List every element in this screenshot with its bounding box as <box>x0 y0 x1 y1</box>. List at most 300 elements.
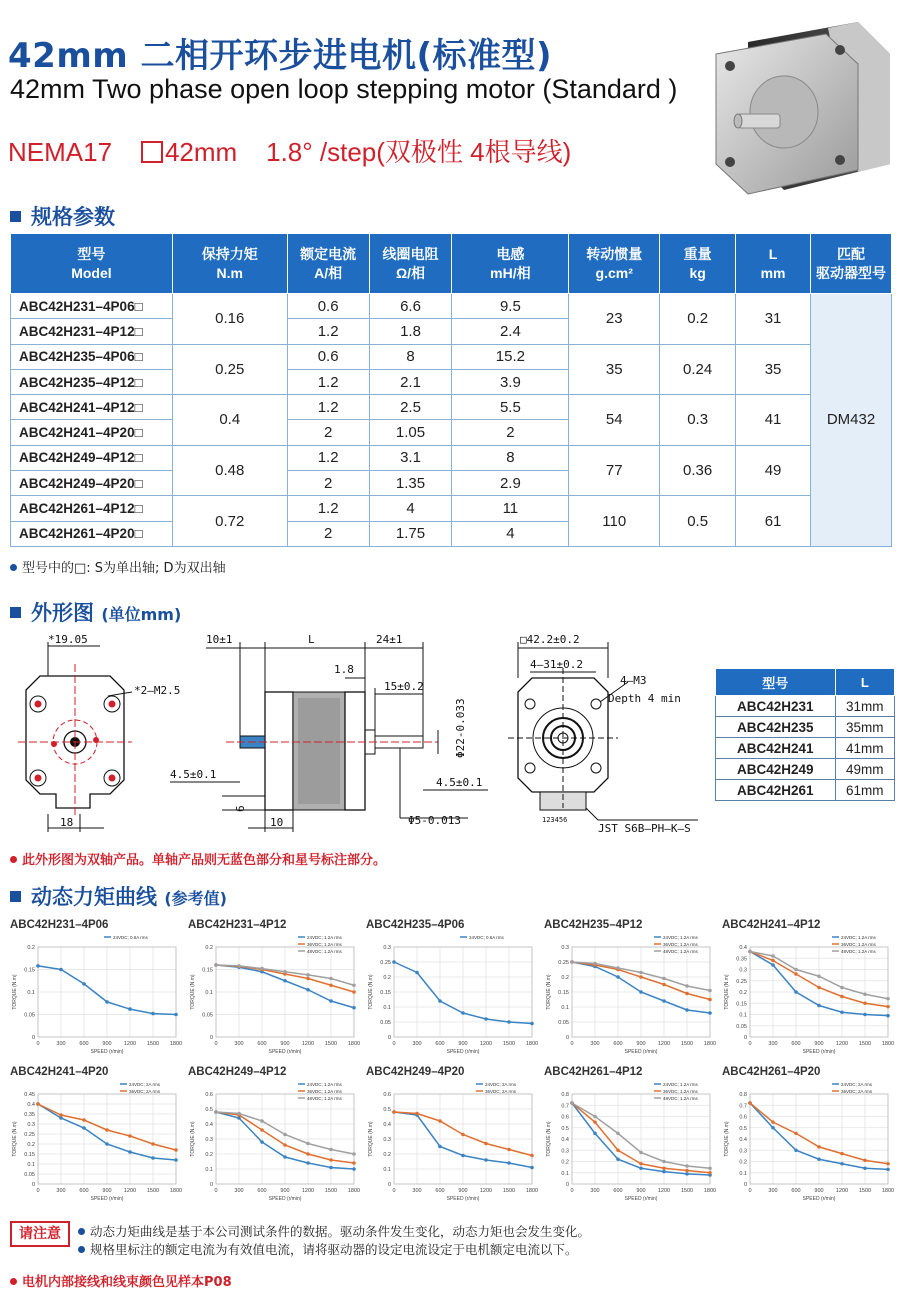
model-cell: ABC42H235–4P06□ <box>11 344 173 369</box>
inertia-cell: 77 <box>569 445 660 496</box>
x-tick-label: 1800 <box>703 1041 717 1047</box>
x-tick-label: 600 <box>613 1188 623 1194</box>
data-point <box>771 963 775 967</box>
data-point <box>616 1148 620 1152</box>
y-tick-label: 0.2 <box>27 1142 35 1148</box>
y-tick-label: 0.6 <box>383 1092 391 1098</box>
data-point <box>392 960 396 964</box>
spec-header-row <box>11 234 892 294</box>
dim-label: 10 <box>270 816 284 829</box>
y-tick-label: 0 <box>743 1035 747 1041</box>
col-header-weight: 重量 kg <box>660 234 736 294</box>
data-point <box>840 995 844 999</box>
x-tick-label: 0 <box>748 1041 752 1047</box>
x-tick-label: 900 <box>102 1188 112 1194</box>
x-tick-label: 900 <box>636 1041 646 1047</box>
x-tick-label: 300 <box>590 1188 600 1194</box>
x-tick-label: 300 <box>234 1188 244 1194</box>
outline-drawing <box>8 628 708 838</box>
data-point <box>840 1162 844 1166</box>
x-tick-label: 1200 <box>301 1041 315 1047</box>
y-tick-label: 0.7 <box>561 1103 569 1110</box>
torque-chart <box>720 919 895 1069</box>
x-axis-label: SPEED (r/min) <box>268 1196 302 1202</box>
data-point <box>639 1166 643 1170</box>
legend-label: 48VDC; 1.2A rms <box>663 1096 698 1101</box>
y-tick-label: 0.05 <box>202 1012 213 1019</box>
resistance-cell: 1.8 <box>369 319 452 344</box>
x-axis-label: SPEED (r/min) <box>802 1049 836 1055</box>
section-unit: (单位mm) <box>101 605 182 624</box>
data-point <box>415 971 419 975</box>
y-tick-label: 0.15 <box>24 967 35 974</box>
x-tick-label: 1500 <box>858 1041 872 1047</box>
x-tick-label: 900 <box>280 1041 290 1047</box>
current-cell: 1.2 <box>287 496 369 521</box>
y-tick-label: 0 <box>565 1035 569 1041</box>
x-tick-label: 1500 <box>502 1041 516 1047</box>
model-cell: ABC42H249–4P12□ <box>11 445 173 470</box>
y-tick-label: 0.1 <box>205 990 213 996</box>
legend-label: 48VDC; 1.2A rms <box>841 949 876 954</box>
data-point <box>352 1161 356 1165</box>
data-point <box>507 1020 511 1024</box>
length-cell: 49mm <box>835 759 894 780</box>
y-tick-label: 0.1 <box>27 1162 35 1168</box>
resistance-cell: 1.75 <box>369 521 452 546</box>
data-point <box>484 1017 488 1021</box>
legend-label: 24VDC; 2A rms <box>485 1082 517 1087</box>
y-tick-label: 0.25 <box>24 1132 35 1138</box>
chart-plot <box>542 933 717 1071</box>
y-tick-label: 0.1 <box>383 1167 391 1173</box>
page-title: 42mm 二相开环步进电机(标准型) <box>8 36 553 76</box>
table-row <box>11 445 892 470</box>
x-tick-label: 0 <box>392 1188 396 1194</box>
table-row <box>716 759 895 780</box>
dim-label: 1.8 <box>334 663 354 676</box>
y-tick-label: 0.2 <box>205 945 213 951</box>
chart-plot <box>720 1080 895 1218</box>
model-cell: ABC42H241–4P12□ <box>11 395 173 420</box>
length-cell: 41 <box>736 395 811 446</box>
section-title: 规格参数 <box>31 205 115 229</box>
data-point <box>616 975 620 979</box>
y-tick-label: 0.4 <box>739 945 747 951</box>
legend-label: 24VDC; 0.6A rms <box>113 935 148 940</box>
y-tick-label: 0.4 <box>561 1137 569 1143</box>
data-point <box>794 972 798 976</box>
data-point <box>484 1142 488 1146</box>
x-tick-label: 600 <box>257 1188 267 1194</box>
data-point <box>128 1134 132 1138</box>
x-tick-label: 600 <box>435 1188 445 1194</box>
length-cell: 61 <box>736 496 811 547</box>
data-point <box>863 1166 867 1170</box>
col-header-resistance: 线圈电阻 Ω/相 <box>369 234 452 294</box>
dim-label: Φ22-0.033 <box>454 698 467 758</box>
data-point <box>260 1119 264 1123</box>
x-tick-label: 300 <box>234 1041 244 1047</box>
torque-chart <box>720 1066 895 1216</box>
resistance-cell: 2.1 <box>369 369 452 394</box>
data-point <box>771 1126 775 1130</box>
inertia-cell: 110 <box>569 496 660 547</box>
length-cell: 35mm <box>835 717 894 738</box>
y-tick-label: 0 <box>387 1035 391 1041</box>
y-axis-label: TORQUE (N.m) <box>12 1121 18 1157</box>
data-point <box>36 1102 40 1106</box>
x-tick-label: 0 <box>36 1188 40 1194</box>
current-cell: 1.2 <box>287 319 369 344</box>
data-point <box>685 1169 689 1173</box>
y-tick-label: 0.05 <box>558 1020 569 1026</box>
y-axis-label: TORQUE (N.m) <box>368 1121 374 1157</box>
x-tick-label: 600 <box>257 1041 267 1047</box>
data-point <box>105 1142 109 1146</box>
x-tick-label: 900 <box>458 1041 468 1047</box>
data-point <box>570 1101 574 1105</box>
bullet-dot-icon <box>10 1278 17 1285</box>
data-point <box>128 1007 132 1011</box>
y-tick-label: 0.6 <box>561 1114 569 1121</box>
data-point <box>886 1014 890 1018</box>
rear-view <box>508 633 698 835</box>
data-point <box>237 1112 241 1116</box>
data-point <box>438 1145 442 1149</box>
x-tick-label: 900 <box>458 1188 468 1194</box>
data-point <box>771 954 775 958</box>
data-point <box>748 1101 752 1105</box>
data-point <box>863 1159 867 1163</box>
y-tick-label: 0 <box>31 1182 35 1188</box>
data-point <box>708 1011 712 1015</box>
weight-cell: 0.24 <box>660 344 736 395</box>
x-tick-label: 1500 <box>680 1188 694 1194</box>
data-point <box>174 1013 178 1017</box>
weight-cell: 0.36 <box>660 445 736 496</box>
data-point <box>662 999 666 1003</box>
data-point <box>771 1120 775 1124</box>
x-tick-label: 1800 <box>881 1041 895 1047</box>
chart-plot <box>186 1080 361 1218</box>
data-point <box>151 1142 155 1146</box>
data-point <box>306 977 310 981</box>
bullet-dot-icon <box>10 856 17 863</box>
data-point <box>461 1133 465 1137</box>
x-tick-label: 1200 <box>479 1188 493 1194</box>
legend-label: 24VDC; 1.2A rms <box>307 1082 342 1087</box>
x-tick-label: 1500 <box>324 1041 338 1047</box>
x-tick-label: 1800 <box>881 1188 895 1194</box>
data-point <box>306 988 310 992</box>
data-point <box>438 1119 442 1123</box>
current-cell: 1.2 <box>287 395 369 420</box>
data-point <box>260 1140 264 1144</box>
x-tick-label: 1200 <box>123 1188 137 1194</box>
legend-label: 24VDC; 1.2A rms <box>841 935 876 940</box>
y-tick-label: 0.4 <box>205 1122 213 1128</box>
dim-label: 10±1 <box>206 633 233 646</box>
x-tick-label: 300 <box>768 1188 778 1194</box>
step-label: 1.8° /step(双极性 4根导线) <box>266 137 572 167</box>
chart-plot <box>364 1080 539 1218</box>
model-cell: ABC42H261–4P20□ <box>11 521 173 546</box>
table-row <box>11 294 892 319</box>
data-point <box>283 970 287 974</box>
y-tick-label: 0.05 <box>24 1172 35 1178</box>
torque-chart <box>542 1066 717 1216</box>
y-tick-label: 0.3 <box>27 1122 35 1128</box>
current-cell: 2 <box>287 420 369 445</box>
x-tick-label: 1800 <box>525 1041 539 1047</box>
data-point <box>484 1158 488 1162</box>
inductance-cell: 9.5 <box>452 294 569 319</box>
data-point <box>329 999 333 1003</box>
data-point <box>283 1143 287 1147</box>
data-point <box>639 975 643 979</box>
model-cell: ABC42H241 <box>716 738 836 759</box>
legend-label: 36VDC; 2A rms <box>841 1089 873 1094</box>
nema-label: NEMA17 <box>8 137 113 167</box>
data-point <box>59 1113 63 1117</box>
dim-label: 24±1 <box>376 633 403 646</box>
table-row <box>716 696 895 717</box>
motor-product-image <box>708 14 894 200</box>
data-point <box>685 1008 689 1012</box>
x-tick-label: 1200 <box>835 1188 849 1194</box>
inertia-cell: 54 <box>569 395 660 446</box>
model-cell: ABC42H249 <box>716 759 836 780</box>
data-point <box>306 1152 310 1156</box>
current-cell: 1.2 <box>287 445 369 470</box>
model-cell: ABC42H231 <box>716 696 836 717</box>
data-point <box>283 1133 287 1137</box>
y-tick-label: 0.2 <box>383 1152 391 1158</box>
x-tick-label: 0 <box>36 1041 40 1047</box>
caution-line-2: 规格里标注的额定电流为有效值电流，请将驱动器的设定电流设定于电机额定电流以下。 <box>78 1240 578 1258</box>
x-tick-label: 1200 <box>835 1041 849 1047</box>
resistance-cell: 1.35 <box>369 471 452 496</box>
x-axis-label: SPEED (r/min) <box>90 1049 124 1055</box>
chart-title: ABC42H261–4P12 <box>544 1066 643 1078</box>
x-tick-label: 300 <box>56 1188 66 1194</box>
data-point <box>662 977 666 981</box>
data-point <box>461 1154 465 1158</box>
inductance-cell: 8 <box>452 445 569 470</box>
y-axis-label: TORQUE (N.m) <box>12 974 18 1010</box>
data-point <box>886 1005 890 1009</box>
y-tick-label: 0.1 <box>27 990 35 996</box>
x-tick-label: 300 <box>768 1041 778 1047</box>
size-label: 42mm <box>164 137 238 167</box>
resistance-cell: 6.6 <box>369 294 452 319</box>
x-tick-label: 900 <box>814 1041 824 1047</box>
y-axis-label: TORQUE (N.m) <box>190 974 196 1010</box>
y-tick-label: 0.3 <box>205 1137 213 1143</box>
section-bullet-icon <box>10 211 21 222</box>
data-point <box>593 962 597 966</box>
y-tick-label: 0.1 <box>205 1167 213 1173</box>
data-point <box>593 1115 597 1119</box>
dim-label: 18 <box>60 816 74 829</box>
y-tick-label: 0.4 <box>739 1137 747 1143</box>
model-cell: ABC42H241–4P20□ <box>11 420 173 445</box>
chart-plot <box>542 1080 717 1218</box>
x-tick-label: 1200 <box>479 1041 493 1047</box>
x-tick-label: 300 <box>590 1041 600 1047</box>
data-point <box>662 983 666 987</box>
torque-cell: 0.72 <box>172 496 287 547</box>
y-tick-label: 0 <box>565 1182 569 1188</box>
legend-label: 24VDC; 2A rms <box>841 1082 873 1087</box>
legend-label: 48VDC; 1.2A rms <box>307 1096 342 1101</box>
data-point <box>840 1010 844 1014</box>
legend-label: 48VDC; 1.2A rms <box>663 949 698 954</box>
dim-label: 4.5±0.1 <box>170 768 217 781</box>
data-point <box>237 964 241 968</box>
y-tick-label: 0 <box>209 1035 213 1041</box>
legend-label: 48VDC; 1.2A rms <box>307 949 342 954</box>
data-point <box>708 1166 712 1170</box>
section-title: 动态力矩曲线 <box>31 885 157 909</box>
y-tick-label: 0.2 <box>739 990 747 996</box>
inductance-cell: 11 <box>452 496 569 521</box>
resistance-cell: 8 <box>369 344 452 369</box>
legend-label: 36VDC; 2A rms <box>129 1089 161 1094</box>
x-tick-label: 600 <box>79 1041 89 1047</box>
torque-chart <box>186 919 361 1069</box>
inertia-cell: 23 <box>569 294 660 345</box>
data-point <box>82 1126 86 1130</box>
y-tick-label: 0 <box>31 1035 35 1041</box>
y-tick-label: 0.1 <box>561 1170 569 1177</box>
data-point <box>283 1155 287 1159</box>
length-cell: 31mm <box>835 696 894 717</box>
legend-label: 36VDC; 2A rms <box>485 1089 517 1094</box>
data-point <box>748 950 752 954</box>
bullet-dot-icon <box>10 564 17 571</box>
inductance-cell: 5.5 <box>452 395 569 420</box>
y-tick-label: 0.5 <box>739 1125 747 1132</box>
torque-chart <box>364 1066 539 1216</box>
section-bullet-icon <box>10 607 21 618</box>
data-point <box>352 1167 356 1171</box>
data-point <box>438 999 442 1003</box>
x-tick-label: 1200 <box>657 1041 671 1047</box>
chart-plot <box>186 933 361 1071</box>
dim-label: L <box>308 633 315 646</box>
model-cell: ABC42H261 <box>716 780 836 801</box>
data-point <box>352 990 356 994</box>
data-point <box>794 990 798 994</box>
length-cell: 31 <box>736 294 811 345</box>
chart-title: ABC42H231–4P06 <box>10 919 109 931</box>
y-tick-label: 0.1 <box>739 1170 747 1177</box>
data-point <box>352 1152 356 1156</box>
y-axis-label: TORQUE (N.m) <box>724 974 730 1010</box>
model-cell: ABC42H231–4P06□ <box>11 294 173 319</box>
x-tick-label: 1500 <box>858 1188 872 1194</box>
legend-label: 36VDC; 1.2A rms <box>307 942 342 947</box>
y-tick-label: 0.2 <box>27 945 35 951</box>
torque-chart <box>8 1066 183 1216</box>
resistance-cell: 2.5 <box>369 395 452 420</box>
data-point <box>616 1132 620 1136</box>
data-point <box>886 1162 890 1166</box>
inductance-cell: 2.9 <box>452 471 569 496</box>
data-point <box>662 1166 666 1170</box>
data-point <box>507 1148 511 1152</box>
data-point <box>616 966 620 970</box>
y-tick-label: 0.15 <box>736 1001 747 1008</box>
x-tick-label: 1800 <box>347 1188 361 1194</box>
resistance-cell: 4 <box>369 496 452 521</box>
data-point <box>817 974 821 978</box>
square-icon <box>141 141 163 163</box>
data-point <box>214 1110 218 1114</box>
data-point <box>105 1128 109 1132</box>
table-row <box>11 344 892 369</box>
chart-title: ABC42H249–4P12 <box>188 1066 287 1078</box>
data-point <box>639 971 643 975</box>
chart-title: ABC42H261–4P20 <box>722 1066 821 1078</box>
dim-label: JST S6B–PH–K–S <box>598 822 691 835</box>
y-tick-label: 0.3 <box>561 945 569 951</box>
inductance-cell: 15.2 <box>452 344 569 369</box>
x-tick-label: 600 <box>791 1041 801 1047</box>
legend-label: 36VDC; 1.2A rms <box>663 942 698 947</box>
data-point <box>507 1161 511 1165</box>
length-cell: 35 <box>736 344 811 395</box>
current-cell: 0.6 <box>287 344 369 369</box>
dim-label: □42.2±0.2 <box>520 633 580 646</box>
dim-label: 4.5±0.1 <box>436 776 483 789</box>
model-cell: ABC42H261–4P12□ <box>11 496 173 521</box>
driver-cell: DM432 <box>810 294 891 547</box>
data-point <box>306 1161 310 1165</box>
data-point <box>306 973 310 977</box>
y-tick-label: 0 <box>387 1182 391 1188</box>
weight-cell: 0.3 <box>660 395 736 446</box>
inertia-cell: 35 <box>569 344 660 395</box>
data-point <box>639 1151 643 1155</box>
data-point <box>82 982 86 986</box>
x-axis-label: SPEED (r/min) <box>268 1049 302 1055</box>
spec-table <box>10 233 892 547</box>
y-tick-label: 0.35 <box>736 956 747 963</box>
table-row <box>716 780 895 801</box>
section-note: (参考值) <box>164 889 227 908</box>
data-point <box>593 1132 597 1136</box>
chart-title: ABC42H241–4P20 <box>10 1066 109 1078</box>
length-table <box>715 668 895 801</box>
torque-chart <box>186 1066 361 1216</box>
weight-cell: 0.5 <box>660 496 736 547</box>
x-tick-label: 600 <box>79 1188 89 1194</box>
y-tick-label: 0.05 <box>736 1023 747 1030</box>
length-cell: 49 <box>736 445 811 496</box>
data-point <box>863 1013 867 1017</box>
dim-label: *2–M2.5 <box>134 684 181 697</box>
data-point <box>685 1172 689 1176</box>
data-point <box>616 1157 620 1161</box>
dim-label: Φ5-0.013 <box>408 814 461 827</box>
x-tick-label: 900 <box>280 1188 290 1194</box>
data-point <box>306 1142 310 1146</box>
x-tick-label: 1200 <box>657 1188 671 1194</box>
data-point <box>840 1152 844 1156</box>
